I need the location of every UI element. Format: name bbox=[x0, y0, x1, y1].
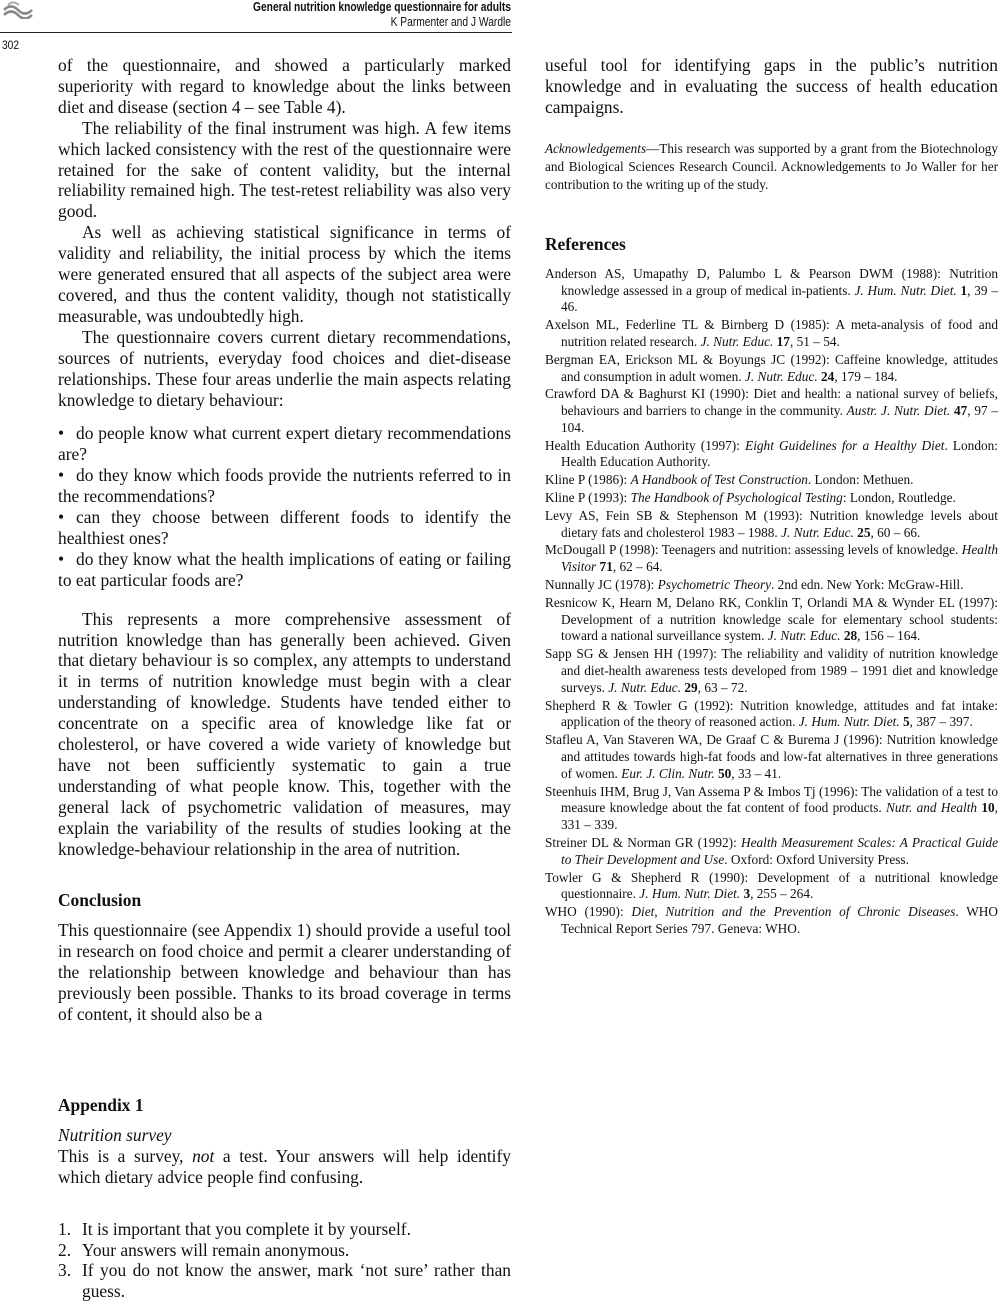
reference-item: Crawford DA & Baghurst KI (1990): Diet and health: a national survey of beliefs, behaviours and barriers to change in the community. Austr. J. Nutr. Diet. 47, 97 – 104. bbox=[545, 386, 999, 435]
instruction-list bbox=[58, 1219, 511, 1302]
reference-item: Stafleu A, Van Staveren WA, De Graaf C & Burema J (1996): Nutrition knowledge and attitudes towards high-fat foods and low-fat alternatives in three generations of women. Eur. J. Clin. Nutr. 50, 33 – 41. bbox=[545, 732, 998, 781]
page-number: 302 bbox=[2, 38, 20, 52]
paragraph: of the questionnaire, and showed a particularly marked superiority with regard to knowledge about the links between diet and disease (section 4 – see Table 4). bbox=[58, 55, 511, 117]
reference-item: McDougall P (1998): Teenagers and nutrition: assessing levels of knowledge. Health Visitor 71, 62 – 64. bbox=[545, 542, 998, 575]
reference-item: Streiner DL & Norman GR (1992): Health Measurement Scales: A Practical Guide to Their Development and Use. Oxford: Oxford University Press. bbox=[545, 835, 998, 867]
publisher-logo-icon bbox=[2, 1, 36, 19]
list-item: • do people know what current expert dietary recommendations are? bbox=[58, 423, 511, 465]
bullet-icon: • bbox=[58, 507, 65, 528]
left-column bbox=[58, 55, 511, 1302]
reference-item: Axelson ML, Federline TL & Birnberg D (1985): A meta-analysis of food and nutrition related research. J. Nutr. Educ. 17, 51 – 54. bbox=[545, 317, 998, 349]
reference-item: Kline P (1986): A Handbook of Test Construction. London: Methuen. bbox=[545, 472, 914, 488]
reference-item: Shepherd R & Towler G (1992): Nutrition knowledge, attitudes and fat intake: application of the theory of reasoned action. J. Hum. Nutr. Diet. 5, 387 – 397. bbox=[545, 697, 998, 730]
paragraph: The reliability of the final instrument was high. A few items which lacked consistency with the rest of the questionnaire were retained for the sake of content validity, but the internal reliability remained high. The test-retest reliability was also very good. bbox=[58, 117, 511, 222]
paragraph: useful tool for identifying gaps in the public’s nutrition knowledge and in evaluating the success of health education campaigns. bbox=[545, 55, 998, 117]
reference-item: Towler G & Shepherd R (1990): Development of a nutritional knowledge questionnaire. J. Hum. Nutr. Diet. 3, 255 – 264. bbox=[545, 869, 998, 902]
survey-intro: This is a survey, not a test. Your answers will help identify which dietary advice people find confusing. bbox=[58, 1145, 512, 1187]
list-item: • can they choose between different foods to identify the healthiest ones? bbox=[58, 507, 511, 548]
references-list bbox=[545, 266, 998, 938]
paragraph: This represents a more comprehensive assessment of nutrition knowledge than has generally been achieved. Given that dietary behaviour is so complex, any attempts to understand it in terms of nutrition knowledge must begin with a clear understanding of knowledge. Students have tended either to concentrate on a specific area of knowledge like fat or cholesterol, or have covered a wide variety of knowledge but have not been sufficiently systematic to gain a true understanding of what people know. This, together with the general lack of psychometric validation of measures, may explain the variability of the results of studies looking at the knowledge-behaviour relationship in the area of nutrition. bbox=[58, 608, 511, 859]
reference-item: Steenhuis IHM, Brug J, Van Assema P & Imbos Tj (1996): The validation of a test to measure knowledge about the fat content of food products. Nutr. and Health 10, 331 – 339. bbox=[545, 783, 998, 833]
bullet-icon: • bbox=[58, 548, 65, 569]
references-heading: References bbox=[545, 233, 626, 254]
running-title: General nutrition knowledge questionnaire for adults bbox=[253, 0, 511, 14]
bullet-icon: • bbox=[58, 465, 65, 486]
reference-item: Bergman EA, Erickson ML & Boyungs JC (1992): Caffeine knowledge, attitudes and consumption in adult women. J. Nutr. Educ. 24, 179 – 184. bbox=[545, 351, 998, 384]
running-header bbox=[134, 0, 511, 30]
reference-item: Kline P (1993): The Handbook of Psychological Testing: London, Routledge. bbox=[545, 490, 956, 506]
acknowledgements: Acknowledgements—This research was supported by a grant from the Biotechnology and Biological Sciences Research Council. Acknowledgements to Jo Waller for her contribution to the writing up of the study. bbox=[545, 140, 998, 192]
list-item: 1. It is important that you complete it by yourself. bbox=[58, 1218, 411, 1239]
reference-item: WHO (1990): Diet, Nutrition and the Prevention of Chronic Diseases. WHO Technical Report Series 797. Geneva: WHO. bbox=[545, 904, 998, 936]
survey-title: Nutrition survey bbox=[58, 1124, 172, 1145]
list-item: • do they know which foods provide the nutrients referred to in the recommendations? bbox=[58, 465, 511, 507]
running-authors: K Parmenter and J Wardle bbox=[390, 15, 511, 29]
bullet-list bbox=[58, 423, 511, 590]
reference-item: Levy AS, Fein SB & Stephenson M (1993): Nutrition knowledge levels about dietary fats and cholesterol 1983 – 1988. J. Nutr. Educ. 25, 60 – 66. bbox=[545, 507, 998, 540]
reference-item: Anderson AS, Umapathy D, Palumbo L & Pearson DWM (1988): Nutrition knowledge assessed in a group of medical in-patients. J. Hum. Nutr. Diet. 1, 39 – 46. bbox=[545, 265, 998, 315]
header-rule bbox=[0, 32, 512, 33]
reference-item: Sapp SG & Jensen HH (1997): The reliability and validity of nutrition knowledge and diet-health awareness tests developed from 1989 – 1991 diet and knowledge surveys. J. Nutr. Educ. 29, 63 – 72. bbox=[545, 646, 998, 695]
paragraph: As well as achieving statistical significance in terms of validity and reliability, the initial process by which the items were generated ensured that all aspects of the subject area were covered, and thus the content validity, though not statistically measurable, was undoubtedly high. bbox=[58, 222, 511, 326]
reference-item: Health Education Authority (1997): Eight Guidelines for a Healthy Diet. London: Health Education Authority. bbox=[545, 437, 998, 470]
reference-item: Resnicow K, Hearn M, Delano RK, Conklin T, Orlandi MA & Wynder EL (1997): Development of a nutrition knowledge scale for elementary school students: toward a national surveillance system. J. Nutr. Educ. 28, 156 – 164. bbox=[545, 594, 998, 644]
reference-item: Nunnally JC (1978): Psychometric Theory. 2nd edn. New York: McGraw-Hill. bbox=[545, 577, 964, 593]
bullet-icon: • bbox=[58, 423, 65, 444]
paragraph: This questionnaire (see Appendix 1) should provide a useful tool in research on food choice and permit a clearer understanding of the relationship between knowledge and behaviour than has previously been possible. Thanks to its broad coverage in terms of content, it should also be a bbox=[58, 920, 511, 1025]
list-item: 3. If you do not know the answer, mark ‘not sure’ rather than guess. bbox=[58, 1260, 511, 1302]
list-item: 2. Your answers will remain anonymous. bbox=[58, 1239, 350, 1260]
conclusion-heading: Conclusion bbox=[58, 889, 142, 910]
appendix-heading: Appendix 1 bbox=[58, 1094, 144, 1115]
paragraph: The questionnaire covers current dietary recommendations, sources of nutrients, everyday food choices and diet-disease relationships. These four areas underlie the main aspects relating knowledge to dietary behaviour: bbox=[58, 326, 511, 410]
right-column bbox=[545, 55, 998, 939]
list-item: • do they know what the health implications of eating or failing to eat particular foods are? bbox=[58, 548, 511, 590]
